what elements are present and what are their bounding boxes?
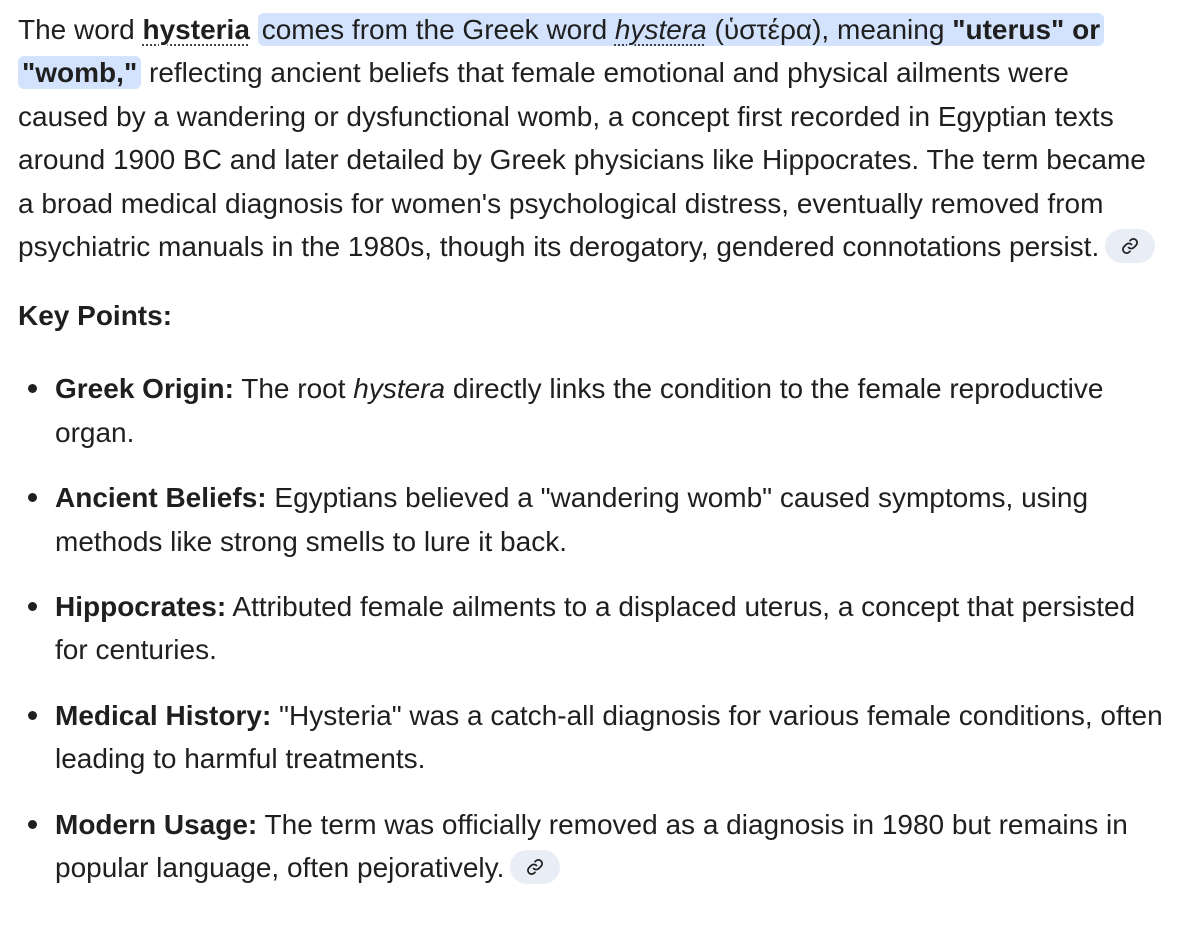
source-link-chip[interactable] — [510, 850, 560, 884]
bullet-dot — [28, 493, 37, 502]
bullet-dot — [28, 384, 37, 393]
list-item — [18, 476, 1166, 563]
intro-space — [250, 14, 258, 45]
bullet-dot — [28, 602, 37, 611]
point-title: Ancient Beliefs: — [55, 482, 267, 514]
point-title: Hippocrates: — [55, 591, 227, 623]
bullet-dot — [28, 820, 37, 829]
key-points-list — [18, 367, 1166, 889]
list-item — [18, 367, 1166, 454]
term-hystera[interactable]: hystera — [614, 14, 707, 45]
point-title: Modern Usage: — [55, 808, 258, 840]
intro-rest: reflecting ancient beliefs that female emotional and physical ailments were caused by a wandering or dysfunctional womb, a concept first recorded in Egyptian texts around 1900 BC and later detailed by Greek physicians like Hippocrates. The term became a broad medical diagnosis for women's psychological distress, eventually removed from psychiatric manuals in the 1980s, though its derogatory, gendered connotations persist. — [18, 57, 1146, 263]
intro-prefix: The word — [18, 14, 143, 45]
source-link-chip[interactable] — [1105, 229, 1155, 263]
intro-paragraph — [18, 8, 1166, 268]
point-text: "Hysteria" was a catch-all diagnosis for various female conditions, often leading to harmful treatments. — [55, 699, 1163, 775]
point-title: Greek Origin: — [55, 373, 234, 405]
key-points-heading: Key Points: — [18, 300, 173, 332]
link-icon — [526, 858, 544, 876]
point-text: Attributed female ailments to a displaced uterus, a concept that persisted for centuries. — [55, 591, 1136, 666]
point-title: Medical History: — [55, 699, 272, 731]
list-item — [18, 694, 1166, 781]
point-italic: hystera — [353, 373, 446, 405]
term-hysteria[interactable]: hysteria — [142, 14, 250, 45]
point-text: The term was officially removed as a diagnosis in 1980 but remains in popular language, often pejoratively. — [55, 808, 1128, 884]
hl-part1: comes from the Greek word — [261, 14, 615, 45]
list-item — [18, 585, 1166, 672]
hl-bold-meaning: "uterus" or "womb," — [22, 14, 1101, 89]
point-text: Egyptians believed a "wandering womb" caused symptoms, using methods like strong smells to lure it back. — [55, 482, 1089, 557]
link-icon — [1121, 237, 1139, 255]
hl-part2: (ὑστέρα), meaning — [706, 14, 953, 45]
point-text: directly links the condition to the female reproductive organ. — [55, 373, 1104, 448]
bullet-dot — [28, 711, 37, 720]
point-text: The root — [233, 373, 354, 405]
list-item — [18, 803, 1166, 890]
